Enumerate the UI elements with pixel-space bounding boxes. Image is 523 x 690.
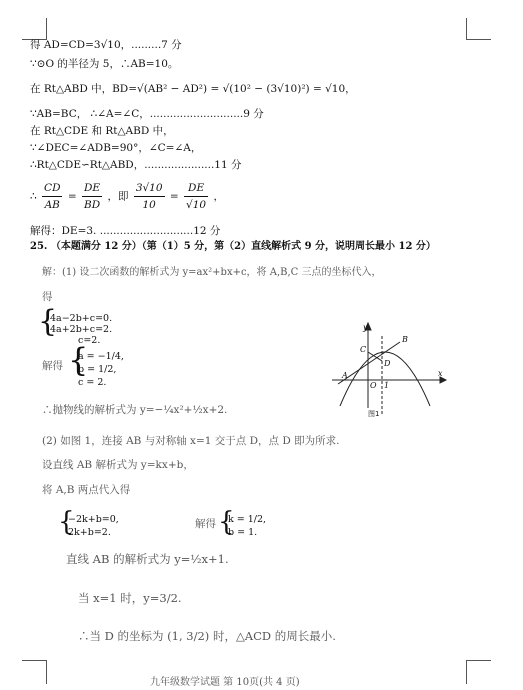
fraction-de: DE (82, 180, 102, 197)
question-25-heading: 25. （本题满分 12 分）（第（1）5 分，第（2）直线解析式 9 分，说明周长最小 12 分） (30, 241, 436, 252)
fraction-de-2: DE (184, 180, 208, 197)
brace-system-2: { (58, 507, 75, 537)
parabola-result: ∴抛物线的解析式为 y=−¼x²+½x+2. (42, 404, 228, 416)
system-1-eq-2: 4a+2b+c=2. (50, 324, 113, 335)
system-2-eq-2: 2k+b=2. (68, 527, 111, 538)
line-ad-cd: 得 AD=CD=3√10，.........7 分 (30, 39, 182, 51)
segment-cd (368, 352, 382, 361)
line-de-result: 解得：DE=3. ............................12 分 (30, 225, 221, 237)
fraction-10: 10 (142, 199, 156, 211)
solution-2-k: k = 1/2, (228, 514, 267, 525)
fraction-ab: AB (44, 199, 60, 211)
ratio-equals-1: = (67, 190, 77, 203)
line-bd-formula: √(AB² − AD²) = √(10² − (3√10)²) = √10， (137, 83, 356, 95)
fraction-de-bd (82, 180, 102, 213)
line-angle-equal: ∵∠DEC=∠ADB=90°，∠C=∠A， (30, 142, 202, 154)
corner-mark-tl-v (46, 18, 47, 40)
fraction-3sqrt10-10 (134, 180, 165, 213)
brace-solution-1: { (68, 341, 89, 379)
label-1: 1 (384, 381, 390, 390)
solution-1-a: a = −1/4, (78, 351, 124, 362)
x-equals-1: 当 x=1 时，y=3/2. (78, 591, 182, 605)
fraction-cd: CD (42, 180, 62, 197)
line-rt-triangles: 在 Rt△CDE 和 Rt△ABD 中， (30, 125, 174, 137)
line-ratio (30, 180, 224, 213)
solution-1 (78, 350, 124, 389)
system-2 (68, 513, 119, 539)
solution-2 (228, 513, 266, 539)
line-radius: ∵⊙O 的半径为 5，∴AB=10。 (30, 58, 179, 70)
parabola-figure (330, 318, 450, 418)
line-similar: ∴Rt△CDE∽Rt△ABD，.....................11 分 (30, 159, 242, 171)
corner-mark-bl-h (22, 660, 47, 661)
substitute-ab: 将 A,B 两点代入得 (42, 484, 131, 496)
fraction-cd-ab (42, 180, 62, 213)
label-d: D (384, 359, 391, 368)
corner-mark-bl-v (46, 660, 47, 684)
label-a: A (342, 371, 348, 380)
label-x: x (438, 369, 443, 378)
label-b: B (402, 335, 408, 344)
figure-caption: 图1 (368, 410, 380, 418)
ratio-ie: ，即 (107, 190, 129, 203)
assume-line-ab: 设直线 AB 解析式为 y=kx+b， (42, 459, 194, 471)
line-bd-pre: 在 Rt△ABD 中，BD= (30, 83, 138, 95)
line-bd (30, 82, 356, 96)
corner-mark-tr-h (466, 39, 491, 40)
label-c: C (360, 345, 367, 354)
page-footer: 九年级数学试题 第 10页(共 4 页) (150, 677, 300, 688)
line-ab-result: 直线 AB 的解析式为 y=½x+1. (66, 552, 229, 566)
ratio-equals-2: = (169, 190, 179, 203)
solution-step-1: 解：(1) 设二次函数的解析式为 y=ax²+bx+c，将 A,B,C 三点的坐标代入， (42, 267, 382, 278)
ratio-end: ， (213, 190, 224, 203)
line-angles: ∵AB=BC， ∴∠A=∠C，............................9 分 (30, 108, 264, 120)
corner-mark-tr-v (466, 18, 467, 40)
ratio-therefore: ∴ (30, 190, 37, 203)
solution-1-c: c = 2. (78, 377, 107, 388)
label-o: O (370, 381, 377, 390)
brace-solution-2: { (218, 507, 235, 537)
brace-system-1: { (38, 304, 58, 339)
system-1-eq-1: 4a−2b+c=0. (50, 313, 113, 324)
corner-mark-br-h (466, 660, 491, 661)
solution-label-1: 解得 (42, 360, 63, 372)
fraction-3sqrt10: 3√10 (134, 180, 165, 197)
fraction-bd: BD (83, 199, 101, 211)
system-2-eq-1: −2k+b=0, (68, 514, 119, 525)
solution-2-b: b = 1. (228, 527, 258, 538)
solution-step-2: (2) 如图 1，连接 AB 与对称轴 x=1 交于点 D，点 D 即为所求. (42, 435, 340, 447)
label-y: y (363, 323, 368, 332)
fraction-de-sqrt10 (184, 180, 208, 213)
solution-label-2: 解得 (195, 518, 216, 530)
solution-1-b: b = 1/2, (78, 364, 117, 375)
corner-mark-br-v (466, 660, 467, 684)
final-conclusion: ∴当 D 的坐标为 (1, 3/2) 时，△ACD 的周长最小. (78, 629, 336, 643)
fraction-sqrt10: √10 (186, 199, 207, 211)
system-1-eq-3: c=2. (78, 335, 101, 346)
solution-de: 得 (42, 291, 53, 303)
